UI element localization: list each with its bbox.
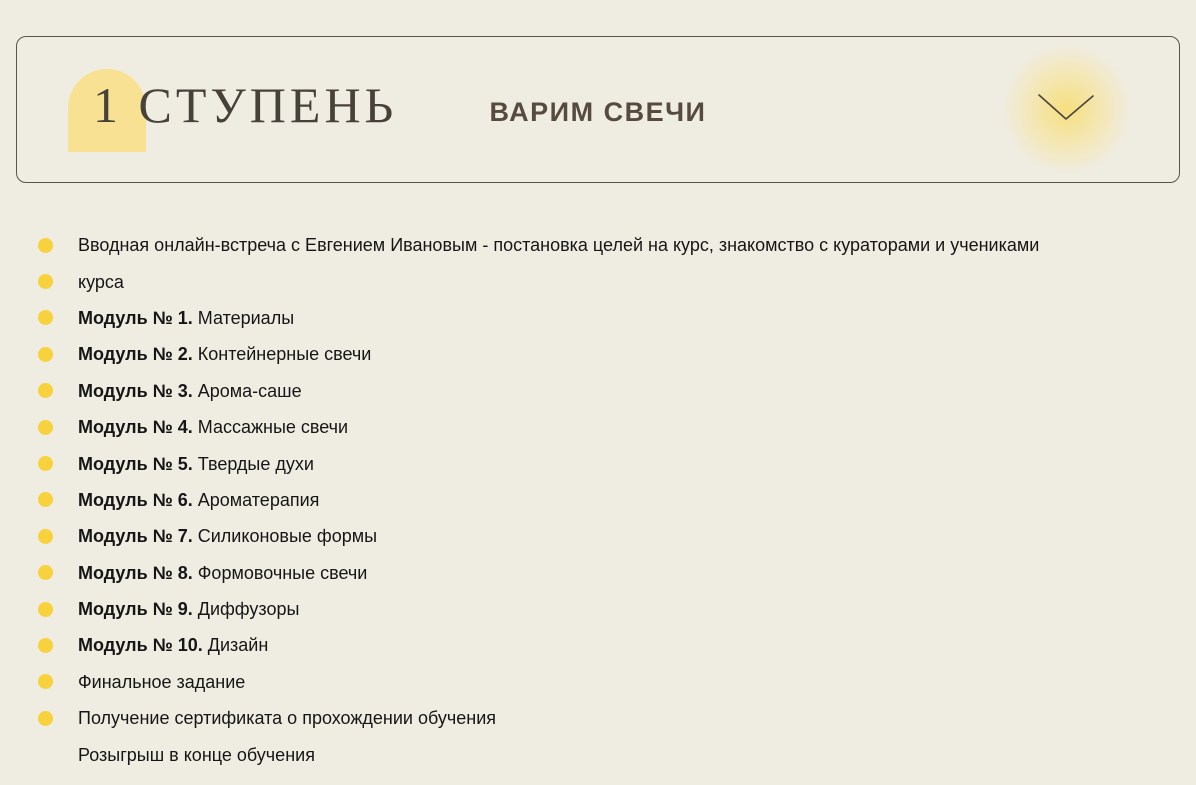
- list-item-text: Финальное задание: [78, 671, 246, 692]
- list-item-text: Модуль № 4. Массажные свечи: [78, 417, 349, 438]
- list-item: [38, 445, 1186, 481]
- stage-accordion-header[interactable]: [16, 36, 1180, 183]
- list-item-text: Модуль № 10. Дизайн: [78, 635, 269, 656]
- list-item: [38, 736, 1186, 772]
- bullet-icon: [38, 274, 53, 289]
- bullet-icon: [38, 674, 53, 689]
- list-item: [38, 373, 1186, 409]
- list-item-text: Модуль № 3. Арома-саше: [78, 380, 302, 401]
- list-item: [38, 518, 1186, 554]
- stage-label: 1 СТУПЕНЬ: [93, 77, 398, 133]
- list-item: [38, 664, 1186, 700]
- bullet-icon: [38, 638, 53, 653]
- list-item-text: Получение сертификата о прохождении обучения: [78, 708, 497, 729]
- list-item: [38, 336, 1186, 372]
- list-item: [38, 700, 1186, 736]
- bullet-icon: [38, 492, 53, 507]
- list-item-text: Розыгрыш в конце обучения: [78, 744, 315, 765]
- bullet-icon: [38, 310, 53, 325]
- bullet-icon: [38, 420, 53, 435]
- list-item-text: Модуль № 1. Материалы: [78, 307, 295, 328]
- bullet-icon: [38, 711, 53, 726]
- list-item-text: курса: [78, 271, 124, 292]
- bullet-icon: [38, 383, 53, 398]
- bullet-icon: [38, 238, 53, 253]
- bullet-icon: [38, 602, 53, 617]
- bullet-icon: [38, 565, 53, 580]
- list-item-text: Модуль № 2. Контейнерные свечи: [78, 344, 372, 365]
- list-item: [38, 555, 1186, 591]
- list-item: [38, 627, 1186, 663]
- list-item: [38, 300, 1186, 336]
- bullet-icon: [38, 529, 53, 544]
- list-item-text: Модуль № 7. Силиконовые формы: [78, 526, 378, 547]
- curriculum-list: [38, 227, 1186, 773]
- list-item: [38, 409, 1186, 445]
- stage-title: ВАРИМ СВЕЧИ: [489, 97, 707, 127]
- chevron-down-icon[interactable]: [1035, 89, 1097, 123]
- list-item-text: Вводная онлайн-встреча с Евгением Ивановым - постановка целей на курс, знакомство с кураторами и учениками: [78, 235, 1040, 256]
- list-item-text: Модуль № 8. Формовочные свечи: [78, 562, 368, 583]
- bullet-icon: [38, 347, 53, 362]
- list-item: [38, 482, 1186, 518]
- list-item: [38, 591, 1186, 627]
- list-item-text: Модуль № 9. Диффузоры: [78, 599, 300, 620]
- bullet-icon: [38, 456, 53, 471]
- list-item: [38, 263, 1186, 299]
- list-item-text: Модуль № 5. Твердые духи: [78, 453, 314, 474]
- list-item: [38, 227, 1186, 263]
- list-item-text: Модуль № 6. Ароматерапия: [78, 489, 320, 510]
